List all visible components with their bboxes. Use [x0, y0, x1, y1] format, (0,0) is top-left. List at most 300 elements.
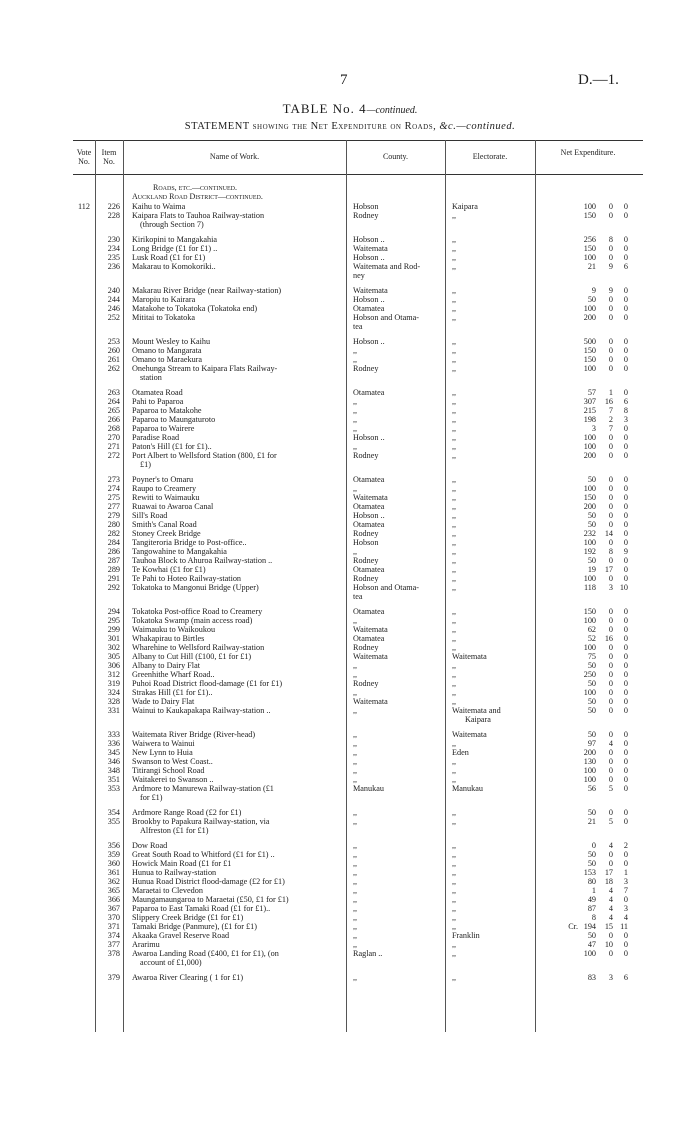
amount-pence: 0	[623, 433, 628, 442]
item-number: 294	[107, 607, 120, 616]
amount-shillings: 16	[604, 397, 613, 406]
amount-pounds: 100	[583, 484, 596, 493]
column-divider	[123, 140, 124, 1032]
table-title	[0, 101, 700, 117]
county-continued: tea	[353, 592, 363, 601]
amount-pounds: 100	[583, 616, 596, 625]
amount-shillings: 0	[608, 730, 613, 739]
amount-pounds: 75	[587, 652, 596, 661]
electorate: ,,	[452, 949, 457, 958]
electorate: ,,	[452, 415, 457, 424]
electorate: ,,	[452, 493, 457, 502]
item-number: 226	[107, 202, 120, 211]
work-name: Onehunga Stream to Kaipara Flats Railway-	[132, 364, 278, 373]
amount-pence: 0	[623, 949, 628, 958]
amount-shillings: 0	[608, 616, 613, 625]
item-number: 301	[107, 634, 120, 643]
amount-shillings: 0	[608, 511, 613, 520]
electorate: ,,	[452, 697, 457, 706]
col-header-item: Item No.	[101, 148, 117, 166]
amount-pounds: 150	[583, 493, 596, 502]
amount-pounds: 52	[587, 634, 596, 643]
work-name: Waitemata River Bridge (River-head)	[132, 730, 256, 739]
work-name: Omano to Maraekura	[132, 355, 203, 364]
amount-shillings: 0	[608, 766, 613, 775]
amount-pounds: 500	[583, 337, 596, 346]
amount-pounds: 100	[583, 202, 596, 211]
amount-pence: 0	[623, 574, 628, 583]
electorate: ,,	[452, 424, 457, 433]
amount-pence: 9	[623, 547, 628, 556]
amount-shillings: 17	[604, 565, 613, 574]
item-number: 262	[107, 364, 120, 373]
county: ,,	[353, 616, 358, 625]
amount-shillings: 3	[608, 583, 613, 592]
county: Raglan ..	[353, 949, 383, 958]
item-number: 273	[107, 475, 120, 484]
amount-pounds: 100	[583, 775, 596, 784]
amount-pounds: 50	[587, 295, 596, 304]
work-name: Tangowahine to Mangakahia	[132, 547, 227, 556]
item-number: 345	[107, 748, 120, 757]
amount-pounds: 1	[591, 886, 596, 895]
amount-pence: 0	[623, 679, 628, 688]
amount-shillings: 0	[608, 697, 613, 706]
work-name: Kaihu to Waima	[132, 202, 186, 211]
work-name: Matakohe to Tokatoka (Tokatoka end)	[132, 304, 258, 313]
work-name: Te Pahi to Hoteo Railway-station	[132, 574, 242, 583]
amount-pence: 0	[623, 304, 628, 313]
electorate: ,,	[452, 583, 457, 592]
amount-pence: 0	[623, 364, 628, 373]
amount-shillings: 0	[608, 442, 613, 451]
amount-shillings: 0	[608, 502, 613, 511]
item-number: 324	[107, 688, 120, 697]
work-name: Kirikopini to Mangakahia	[132, 235, 218, 244]
amount-pounds: 250	[583, 670, 596, 679]
amount-shillings: 0	[608, 859, 613, 868]
item-number: 331	[107, 706, 120, 715]
work-name: Makarau River Bridge (near Railway-station)	[132, 286, 282, 295]
amount-shillings: 0	[608, 346, 613, 355]
work-name: Ararimu	[132, 940, 160, 949]
county: ,,	[353, 841, 358, 850]
amount-shillings: 5	[608, 784, 613, 793]
county: ,,	[353, 895, 358, 904]
amount-shillings: 0	[608, 304, 613, 313]
work-name: Titirangi School Road	[132, 766, 205, 775]
work-name: Hunua to Railway-station	[132, 868, 217, 877]
item-number: 284	[107, 538, 120, 547]
county: ,,	[353, 913, 358, 922]
amount-shillings: 0	[608, 661, 613, 670]
amount-pounds: 198	[583, 415, 596, 424]
electorate: Waitemata and	[452, 706, 501, 715]
electorate: ,,	[452, 895, 457, 904]
amount-shillings: 15	[604, 922, 613, 931]
county: Rodney	[353, 556, 379, 565]
amount-pounds: 100	[583, 433, 596, 442]
electorate: Franklin	[452, 931, 480, 940]
subtitle-rest: , &c.—continued.	[433, 121, 516, 132]
amount-pence: 0	[623, 484, 628, 493]
electorate: ,,	[452, 679, 457, 688]
amount-shillings: 14	[604, 529, 613, 538]
amount-pence: 0	[623, 520, 628, 529]
subtitle-roads: Roads	[404, 121, 434, 132]
page-number: 7	[340, 72, 348, 88]
work-name-continued: account of £1,000)	[140, 958, 202, 967]
electorate: Manukau	[452, 784, 483, 793]
amount-pence: 0	[623, 538, 628, 547]
item-number: 299	[107, 625, 120, 634]
work-name: Paton's Hill (£1 for £1)..	[132, 442, 212, 451]
amount-pounds: 100	[583, 304, 596, 313]
column-divider	[445, 140, 446, 1032]
electorate: ,,	[452, 253, 457, 262]
electorate: ,,	[452, 433, 457, 442]
amount-pence: 4	[623, 913, 628, 922]
work-name: Pahi to Paparoa	[132, 397, 184, 406]
county: Otamatea	[353, 607, 385, 616]
county: ,,	[353, 706, 358, 715]
work-name: Stoney Creek Bridge	[132, 529, 201, 538]
amount-pounds: 0	[591, 841, 596, 850]
electorate: ,,	[452, 616, 457, 625]
electorate: ,,	[452, 850, 457, 859]
amount-pence: 0	[623, 697, 628, 706]
county: ,,	[353, 973, 358, 982]
county: ,,	[353, 868, 358, 877]
item-number: 367	[107, 904, 120, 913]
county: Otamatea	[353, 304, 385, 313]
item-number: 302	[107, 643, 120, 652]
county: ,,	[353, 355, 358, 364]
work-name: Dow Road	[132, 841, 168, 850]
amount-shillings: 0	[608, 706, 613, 715]
amount-pence: 6	[623, 973, 628, 982]
county: Rodney	[353, 364, 379, 373]
electorate: ,,	[452, 868, 457, 877]
county: ,,	[353, 547, 358, 556]
electorate: ,,	[452, 397, 457, 406]
vote-number: 112	[78, 202, 90, 211]
county: ,,	[353, 931, 358, 940]
item-number: 351	[107, 775, 120, 784]
county: Hobson	[353, 538, 379, 547]
county: Hobson ..	[353, 511, 385, 520]
item-number: 361	[107, 868, 120, 877]
work-name: Long Bridge (£1 for £1) ..	[132, 244, 218, 253]
county: ,,	[353, 766, 358, 775]
county: ,,	[353, 424, 358, 433]
amount-shillings: 7	[608, 406, 613, 415]
work-name: Greenhithe Wharf Road..	[132, 670, 215, 679]
amount-pence: 0	[623, 850, 628, 859]
amount-pence: 0	[623, 235, 628, 244]
electorate: ,,	[452, 643, 457, 652]
amount-shillings: 5	[608, 817, 613, 826]
item-number: 230	[107, 235, 120, 244]
electorate: ,,	[452, 337, 457, 346]
amount-pence: 8	[623, 406, 628, 415]
amount-pence: 0	[623, 775, 628, 784]
work-name: Brookby to Papakura Railway-station, via	[132, 817, 270, 826]
amount-pence: 0	[623, 424, 628, 433]
county: Hobson ..	[353, 235, 385, 244]
amount-pence: 0	[623, 313, 628, 322]
amount-shillings: 16	[604, 634, 613, 643]
electorate: ,,	[452, 634, 457, 643]
item-number: 236	[107, 262, 120, 271]
amount-shillings: 0	[608, 451, 613, 460]
electorate: ,,	[452, 451, 457, 460]
amount-pounds: 80	[587, 877, 596, 886]
item-number: 355	[107, 817, 120, 826]
amount-pounds: 150	[583, 355, 596, 364]
county: Rodney	[353, 574, 379, 583]
amount-pence: 0	[623, 766, 628, 775]
item-number: 354	[107, 808, 120, 817]
amount-pounds: 150	[583, 346, 596, 355]
electorate: ,,	[452, 739, 457, 748]
amount-shillings: 0	[608, 757, 613, 766]
amount-shillings: 0	[608, 493, 613, 502]
amount-pounds: 21	[587, 262, 596, 271]
amount-shillings: 9	[608, 286, 613, 295]
work-name: Omano to Mangarata	[132, 346, 202, 355]
amount-shillings: 0	[608, 433, 613, 442]
item-number: 360	[107, 859, 120, 868]
item-number: 286	[107, 547, 120, 556]
electorate: ,,	[452, 529, 457, 538]
work-name: Wainui to Kaukapakapa Railway-station ..	[132, 706, 271, 715]
item-number: 261	[107, 355, 120, 364]
amount-shillings: 7	[608, 424, 613, 433]
amount-pounds: 232	[583, 529, 596, 538]
amount-shillings: 0	[608, 520, 613, 529]
amount-pence: 6	[623, 397, 628, 406]
amount-pence: 0	[623, 940, 628, 949]
work-name: Smith's Canal Road	[132, 520, 197, 529]
amount-pence: 0	[623, 634, 628, 643]
amount-shillings: 0	[608, 556, 613, 565]
amount-pounds: 8	[591, 913, 596, 922]
electorate: ,,	[452, 859, 457, 868]
amount-pounds: 21	[587, 817, 596, 826]
amount-pounds: 83	[587, 973, 596, 982]
county: ,,	[353, 886, 358, 895]
amount-shillings: 0	[608, 574, 613, 583]
work-name: Paparoa to Matakohe	[132, 406, 202, 415]
work-name: Akaaka Gravel Reserve Road	[132, 931, 230, 940]
item-number: 260	[107, 346, 120, 355]
item-number: 240	[107, 286, 120, 295]
item-number: 265	[107, 406, 120, 415]
amount-pence: 0	[623, 529, 628, 538]
work-name: Kaipara Flats to Tauhoa Railway-station	[132, 211, 265, 220]
section-heading: Roads, etc.—continued.	[153, 183, 237, 192]
amount-shillings: 0	[608, 808, 613, 817]
item-number: 274	[107, 484, 120, 493]
amount-shillings: 4	[608, 895, 613, 904]
item-number: 252	[107, 313, 120, 322]
amount-pounds: 50	[587, 706, 596, 715]
work-name: Paparoa to East Tamaki Road (£1 for £1)..	[132, 904, 271, 913]
county: Hobson ..	[353, 253, 385, 262]
col-header-name: Name of Work.	[209, 152, 260, 161]
amount-pence: 0	[623, 388, 628, 397]
item-number: 379	[107, 973, 120, 982]
work-name: Great South Road to Whitford (£1 for £1) ..	[132, 850, 275, 859]
electorate: ,,	[452, 766, 457, 775]
work-name: Paradise Road	[132, 433, 180, 442]
amount-shillings: 0	[608, 295, 613, 304]
amount-shillings: 0	[608, 688, 613, 697]
work-name: Lusk Road (£1 for £1)	[132, 253, 206, 262]
col-header-net: Net Expenditure.	[560, 148, 616, 157]
county: Hobson and Otama-	[353, 583, 419, 592]
amount-pounds: 3	[591, 424, 596, 433]
amount-pence: 0	[623, 556, 628, 565]
amount-pence: 0	[623, 895, 628, 904]
amount-shillings: 0	[608, 748, 613, 757]
amount-shillings: 0	[608, 625, 613, 634]
work-name: Albany to Dairy Flat	[132, 661, 200, 670]
electorate: ,,	[452, 886, 457, 895]
county: Otamatea	[353, 475, 385, 484]
item-number: 253	[107, 337, 120, 346]
work-name: Paparoa to Wairere	[132, 424, 195, 433]
work-name: Ardmore Range Road (£2 for £1)	[132, 808, 242, 817]
item-number: 365	[107, 886, 120, 895]
electorate: ,,	[452, 286, 457, 295]
item-number: 279	[107, 511, 120, 520]
item-number: 292	[107, 583, 120, 592]
amount-pounds: 47	[587, 940, 596, 949]
county: ,,	[353, 346, 358, 355]
amount-pence: 0	[623, 475, 628, 484]
amount-pounds: 50	[587, 475, 596, 484]
amount-pounds: 19	[587, 565, 596, 574]
county: Otamatea	[353, 520, 385, 529]
county: ,,	[353, 877, 358, 886]
amount-pounds: 50	[587, 661, 596, 670]
county: ,,	[353, 688, 358, 697]
amount-shillings: 9	[608, 262, 613, 271]
item-number: 271	[107, 442, 120, 451]
work-name: Ruawai to Awaroa Canal	[132, 502, 214, 511]
amount-pounds: 100	[583, 949, 596, 958]
electorate-continued: Kaipara	[465, 715, 491, 724]
item-number: 263	[107, 388, 120, 397]
work-name: Ardmore to Manurewa Railway-station (£1	[132, 784, 274, 793]
county: Hobson ..	[353, 295, 385, 304]
item-number: 359	[107, 850, 120, 859]
work-name: Waiwera to Wainui	[132, 739, 195, 748]
amount-pounds: 307	[583, 397, 596, 406]
column-divider	[346, 140, 347, 1032]
work-name: Paparoa to Maungaturoto	[132, 415, 216, 424]
county: Hobson ..	[353, 433, 385, 442]
amount-pence: 0	[623, 355, 628, 364]
amount-shillings: 4	[608, 904, 613, 913]
amount-shillings: 4	[608, 841, 613, 850]
col-header-electorate: Electorate.	[472, 152, 508, 161]
amount-shillings: 2	[608, 415, 613, 424]
column-divider	[535, 140, 536, 1032]
electorate: ,,	[452, 442, 457, 451]
col-header-county: County.	[382, 152, 409, 161]
item-number: 295	[107, 616, 120, 625]
amount-pounds: 57	[587, 388, 596, 397]
amount-pence: 0	[623, 565, 628, 574]
electorate: ,,	[452, 973, 457, 982]
amount-pounds: 50	[587, 520, 596, 529]
electorate: ,,	[452, 913, 457, 922]
amount-pence: 0	[623, 346, 628, 355]
electorate: ,,	[452, 244, 457, 253]
amount-pounds: 100	[583, 766, 596, 775]
amount-pounds: 130	[583, 757, 596, 766]
electorate: ,,	[452, 511, 457, 520]
amount-pence: 0	[623, 730, 628, 739]
amount-pence: 0	[623, 757, 628, 766]
county: ,,	[353, 940, 358, 949]
district-heading: Auckland Road District—continued.	[132, 192, 263, 201]
amount-pounds: 100	[583, 364, 596, 373]
amount-pounds: 200	[583, 313, 596, 322]
amount-pounds: 200	[583, 451, 596, 460]
amount-pence: 0	[623, 661, 628, 670]
county: ,,	[353, 859, 358, 868]
electorate: ,,	[452, 475, 457, 484]
electorate: ,,	[452, 574, 457, 583]
amount-pence: 0	[623, 706, 628, 715]
amount-shillings: 8	[608, 547, 613, 556]
electorate: ,,	[452, 346, 457, 355]
work-name: Tauhoa Block to Ahuroa Railway-station ..	[132, 556, 273, 565]
amount-pence: 0	[623, 253, 628, 262]
amount-pounds: 215	[583, 406, 596, 415]
item-number: 366	[107, 895, 120, 904]
item-number: 282	[107, 529, 120, 538]
item-number: 348	[107, 766, 120, 775]
item-number: 305	[107, 652, 120, 661]
item-number: 346	[107, 757, 120, 766]
item-number: 235	[107, 253, 120, 262]
amount-pence: 0	[623, 817, 628, 826]
work-name: Tokatoka Post-office Road to Creamery	[132, 607, 263, 616]
amount-pence: 0	[623, 748, 628, 757]
item-number: 377	[107, 940, 120, 949]
county: Waitemata	[353, 493, 388, 502]
amount-pence: 0	[623, 859, 628, 868]
item-number: 333	[107, 730, 120, 739]
amount-pence: 7	[623, 886, 628, 895]
work-name: Strakas Hill (£1 for £1)..	[132, 688, 213, 697]
amount-shillings: 18	[604, 877, 613, 886]
work-name: Waimauku to Waikoukou	[132, 625, 216, 634]
amount-pounds: 50	[587, 679, 596, 688]
amount-pounds: 256	[583, 235, 596, 244]
amount-pounds: 50	[587, 850, 596, 859]
amount-pounds: 97	[587, 739, 596, 748]
electorate: Waitemata	[452, 652, 487, 661]
county: Waitemata	[353, 244, 388, 253]
amount-pounds: 100	[583, 442, 596, 451]
work-name: Rewiti to Waimauku	[132, 493, 200, 502]
